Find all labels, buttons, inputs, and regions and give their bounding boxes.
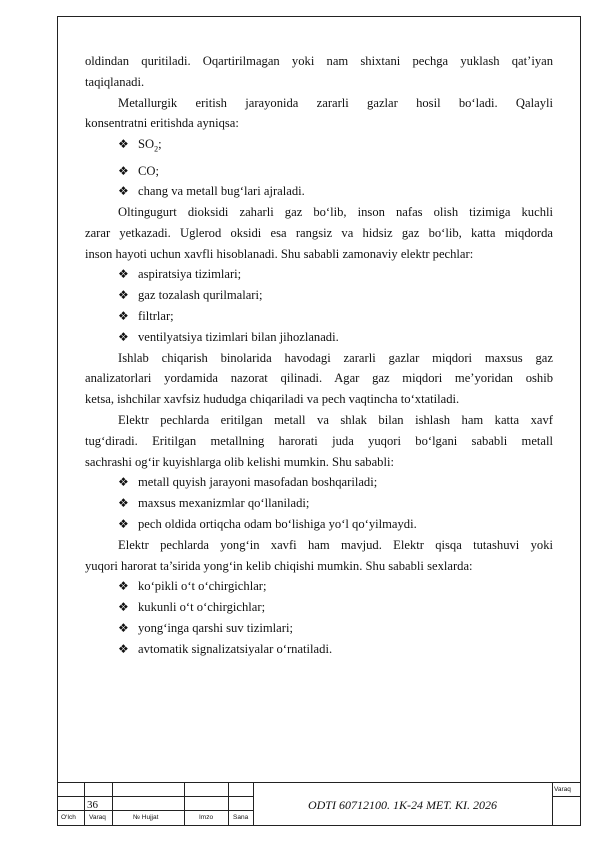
list-item: ❖ $SO_2$;	[85, 134, 553, 160]
list-item: ❖ avtomatik signalizatsiyalar o‘rnatiladi.	[85, 639, 553, 660]
list-item: ❖ CO;	[85, 161, 553, 182]
paragraph-2-end: konsentratni eritishda ayniqsa:	[85, 116, 239, 131]
list-item: ❖ aspiratsiya tizimlari;	[85, 264, 553, 285]
col-varaq: Varaq	[89, 814, 106, 821]
paragraph-3: Oltingugurt dioksidi zaharli gaz bo‘lib, inson nafas olish tizimiga kuchli	[118, 205, 553, 220]
list-item: ❖ ventilyatsiya tizimlari bilan jihozlanadi.	[85, 327, 553, 348]
diamond-bullet-icon: ❖	[118, 137, 129, 152]
paragraph-4-line: analizatorlari yordamida nazorat qilinadi. Agar gaz miqdori me’yoridan oshib	[85, 371, 553, 386]
diamond-bullet-icon: ❖	[118, 309, 129, 324]
diamond-bullet-icon: ❖	[118, 600, 129, 615]
list-item: ❖ maxsus mexanizmlar qo‘llaniladi;	[85, 493, 553, 514]
paragraph-3-line: zarar yetkazadi. Uglerod oksidi esa rangsiz va hidsiz gaz bo‘lib, katta miqdorda	[85, 225, 553, 240]
col-imzo: Imzo	[199, 814, 214, 821]
paragraph-5-line: tug‘diradi. Eritilgan metallning harorati juda yuqori bo‘lgani sababli metall	[85, 433, 553, 448]
paragraph-1: oldindan quritiladi. Oqartirilmagan yoki nam shixtani pechga yuklash qat’iyan	[85, 54, 553, 68]
col-hujjat: № Hujjat	[133, 814, 159, 821]
diamond-bullet-icon: ❖	[118, 517, 129, 532]
list-item: ❖ chang va metall bug‘lari ajraladi.	[85, 181, 553, 202]
diamond-bullet-icon: ❖	[118, 496, 129, 511]
list-item: ❖ kukunli o‘t o‘chirgichlar;	[85, 597, 553, 618]
diamond-bullet-icon: ❖	[118, 641, 129, 656]
col-olch: O‘lch	[61, 814, 76, 821]
list-item: ❖ metall quyish jarayoni masofadan boshqariladi;	[85, 472, 553, 493]
col-sana: Sana	[233, 814, 249, 821]
diamond-bullet-icon: ❖	[118, 267, 129, 282]
paragraph-1-end: taqiqlanadi.	[85, 74, 145, 89]
diamond-bullet-icon: ❖	[118, 288, 129, 303]
paragraph-2: Metallurgik eritish jarayonida zararli gazlar hosil bo‘ladi. Qalayli	[118, 95, 553, 110]
list-item: ❖ filtrlar;	[85, 306, 553, 327]
paragraph-6: Elektr pechlarda yong‘in xavfi ham mavjud. Elektr qisqa tutashuvi yoki	[118, 537, 553, 552]
list-item: ❖ ko‘pikli o‘t o‘chirgichlar;	[85, 576, 553, 597]
document-code: ODTI 60712100. 1K-24 MET. KI. 2026	[307, 798, 498, 812]
diamond-bullet-icon: ❖	[118, 329, 129, 344]
diamond-bullet-icon: ❖	[118, 163, 129, 178]
diamond-bullet-icon: ❖	[118, 621, 129, 636]
diamond-bullet-icon: ❖	[118, 475, 129, 490]
varaq-label: Varaq	[554, 786, 571, 793]
diamond-bullet-icon: ❖	[118, 184, 129, 199]
paragraph-5-end: sachrashi og‘ir kuyishlarga olib kelishi mumkin. Shu sababli:	[85, 454, 394, 469]
document-body	[85, 51, 553, 660]
list-item: ❖ yong‘inga qarshi suv tizimlari;	[85, 618, 553, 639]
paragraph-6-end: yuqori harorat ta’sirida yong‘in kelib chiqishi mumkin. Shu sababli sexlarda:	[85, 558, 473, 573]
paragraph-4: Ishlab chiqarish binolarida havodagi zararli gazlar miqdori maxsus gaz	[118, 350, 553, 365]
diamond-bullet-icon: ❖	[118, 579, 129, 594]
paragraph-5: Elektr pechlarda eritilgan metall va shlak bilan ishlash ham katta xavf	[118, 413, 553, 428]
page-number: 36	[87, 799, 98, 811]
list-item: ❖ gaz tozalash qurilmalari;	[85, 285, 553, 306]
paragraph-3-end: inson hayoti uchun xavfli hisoblanadi. Shu sababli zamonaviy elektr pechlar:	[85, 246, 474, 261]
paragraph-4-end: ketsa, ishchilar xavfsiz hududga chiqariladi va pech vaqtincha to‘xtatiladi.	[85, 392, 460, 407]
title-block	[57, 782, 581, 826]
list-item: ❖ pech oldida ortiqcha odam bo‘lishiga yo‘l qo‘yilmaydi.	[85, 514, 553, 535]
